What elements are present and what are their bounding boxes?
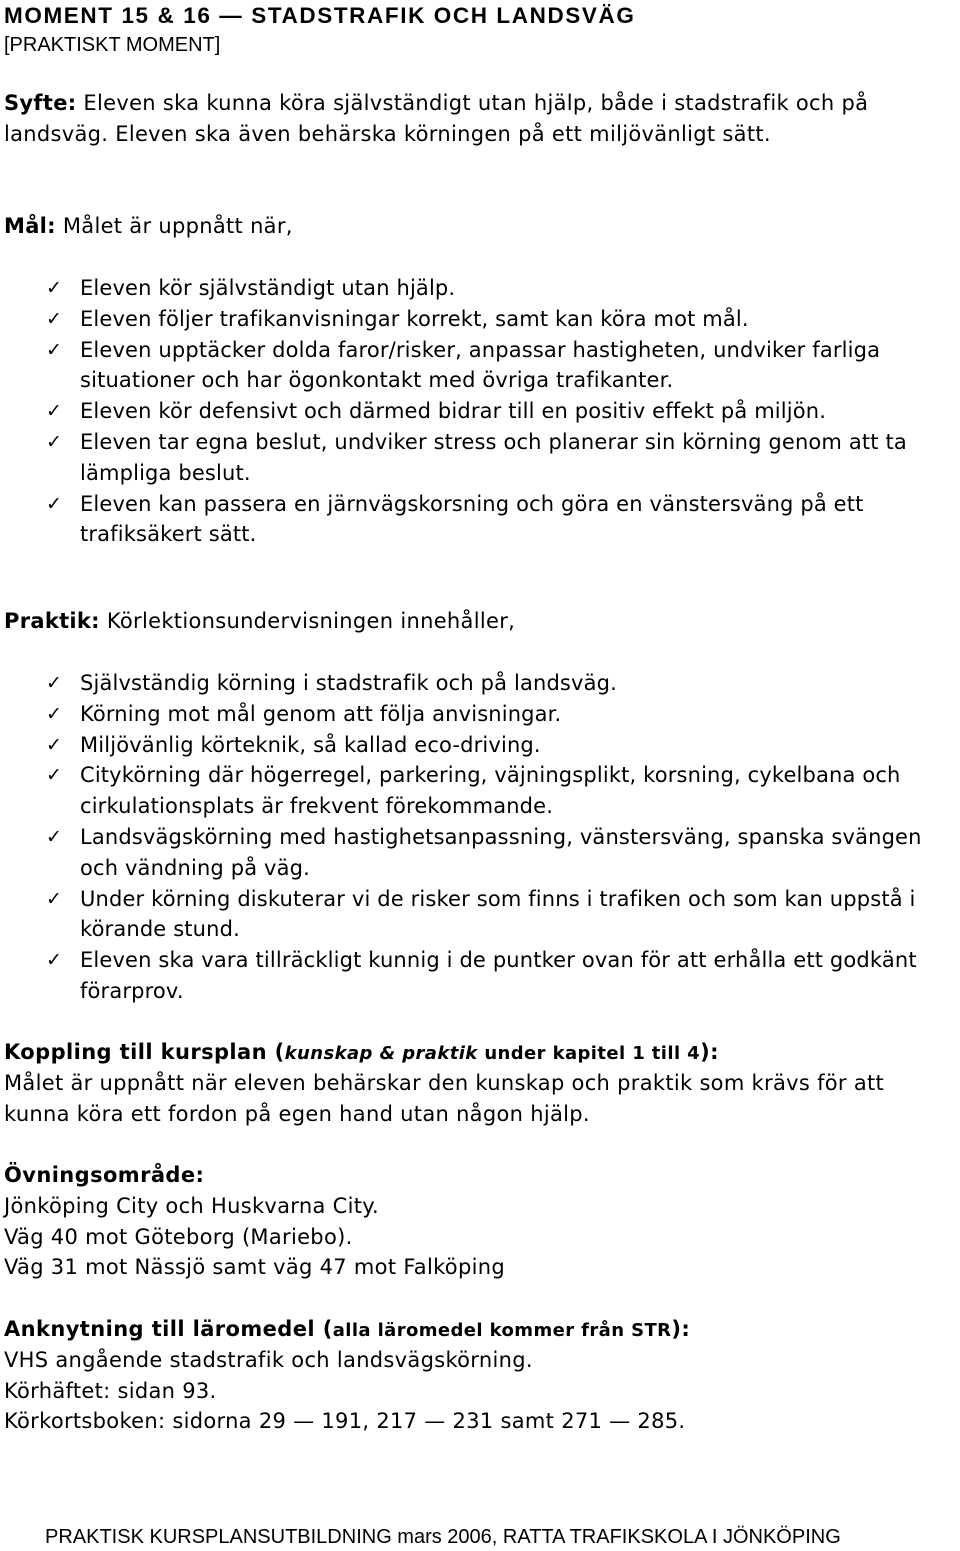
list-item: ✓ Eleven kör defensivt och därmed bidrar till en positiv effekt på miljön. xyxy=(46,396,951,427)
check-icon: ✓ xyxy=(46,949,63,972)
list-item: ✓ Eleven kör självständigt utan hjälp. xyxy=(46,273,951,304)
ovningsomrade-line: Väg 31 mot Nässjö samt väg 47 mot Falköping xyxy=(4,1255,505,1279)
list-item: ✓ Landsvägskörning med hastighetsanpassning, vänstersväng, spanska svängen och vändning på väg. xyxy=(46,822,951,884)
ovningsomrade-line: Väg 40 mot Göteborg (Mariebo). xyxy=(4,1224,353,1249)
koppling-heading: Koppling till kursplan (kunskap & praktik under kapitel 1 till 4): xyxy=(4,1040,719,1064)
ovningsomrade-line: Jönköping City och Huskvarna City. xyxy=(4,1194,379,1218)
syfte-text: Eleven ska kunna köra självständigt utan hjälp, både i stadstrafik och på landsväg. Eleven ska även behärska körningen på ett miljövänligt sätt. xyxy=(4,91,869,146)
check-icon: ✓ xyxy=(46,733,63,756)
check-icon: ✓ xyxy=(46,307,63,330)
syfte-label: Syfte: xyxy=(4,91,77,115)
anknytning-line: Körkortsboken: sidorna 29 — 191, 217 — 231 samt 271 — 285. xyxy=(4,1409,686,1433)
list-item: ✓ Eleven tar egna beslut, undviker stress och planerar sin körning genom att ta lämpliga beslut. xyxy=(46,427,951,489)
check-icon: ✓ xyxy=(46,764,63,787)
praktik-label: Praktik: xyxy=(4,609,100,633)
koppling-text: Målet är uppnått när eleven behärskar den kunskap och praktik som krävs för att kunna köra ett fordon på egen hand utan någon hjälp. xyxy=(4,1071,885,1126)
ovningsomrade-lines xyxy=(4,1191,956,1283)
check-icon: ✓ xyxy=(46,672,63,694)
check-icon: ✓ xyxy=(46,702,63,725)
list-item: ✓ Körning mot mål genom att följa anvisningar. xyxy=(46,699,951,730)
syfte-paragraph xyxy=(4,88,956,150)
check-icon: ✓ xyxy=(46,277,63,299)
check-icon: ✓ xyxy=(46,492,63,515)
anknytning-lines xyxy=(4,1345,956,1437)
praktik-text: Körlektionsundervisningen innehåller, xyxy=(99,609,516,633)
page-title: MOMENT 15 & 16 — STADSTRAFIK OCH LANDSVÄG xyxy=(4,3,636,28)
check-icon: ✓ xyxy=(46,400,63,423)
list-item: ✓ Eleven följer trafikanvisningar korrekt, samt kan köra mot mål. xyxy=(46,304,951,335)
mal-paragraph xyxy=(4,211,956,242)
list-item: ✓ Under körning diskuterar vi de risker som finns i trafiken och som kan uppstå i körande stund. xyxy=(46,884,951,946)
list-item: ✓ Miljövänlig körteknik, så kallad eco-driving. xyxy=(46,730,951,761)
praktik-list xyxy=(46,668,951,1007)
mal-text: Målet är uppnått när, xyxy=(55,214,293,238)
check-icon: ✓ xyxy=(46,430,63,453)
list-item: ✓ Självständig körning i stadstrafik och på landsväg. xyxy=(46,668,951,699)
page-footer: PRAKTISK KURSPLANSUTBILDNING mars 2006, RATTA TRAFIKSKOLA I JÖNKÖPING xyxy=(45,1526,841,1548)
praktik-paragraph xyxy=(4,606,956,637)
check-icon: ✓ xyxy=(46,887,63,910)
list-item: ✓ Citykörning där högerregel, parkering, väjningsplikt, korsning, cykelbana och cirkulationsplats är frekvent förekommande. xyxy=(46,760,951,822)
anknytning-heading: Anknytning till läromedel (alla läromedel kommer från STR): xyxy=(4,1317,691,1341)
check-icon: ✓ xyxy=(46,338,63,361)
list-item: ✓ Eleven ska vara tillräckligt kunnig i de puntker ovan för att erhålla ett godkänt förarprov. xyxy=(46,945,951,1007)
page-subtitle: [PRAKTISKT MOMENT] xyxy=(4,34,221,56)
list-item: ✓ Eleven kan passera en järnvägskorsning och göra en vänstersväng på ett trafiksäkert sätt. xyxy=(46,489,951,551)
ovningsomrade-heading: Övningsområde: xyxy=(4,1163,205,1187)
mal-label: Mål: xyxy=(4,214,56,238)
anknytning-line: VHS angående stadstrafik och landsvägskörning. xyxy=(4,1348,533,1372)
check-icon: ✓ xyxy=(46,825,63,848)
list-item: ✓ Eleven upptäcker dolda faror/risker, anpassar hastigheten, undviker farliga situationer och har ögonkontakt med övriga trafikanter. xyxy=(46,335,951,397)
mal-list xyxy=(46,273,951,550)
anknytning-line: Körhäftet: sidan 93. xyxy=(4,1378,217,1403)
